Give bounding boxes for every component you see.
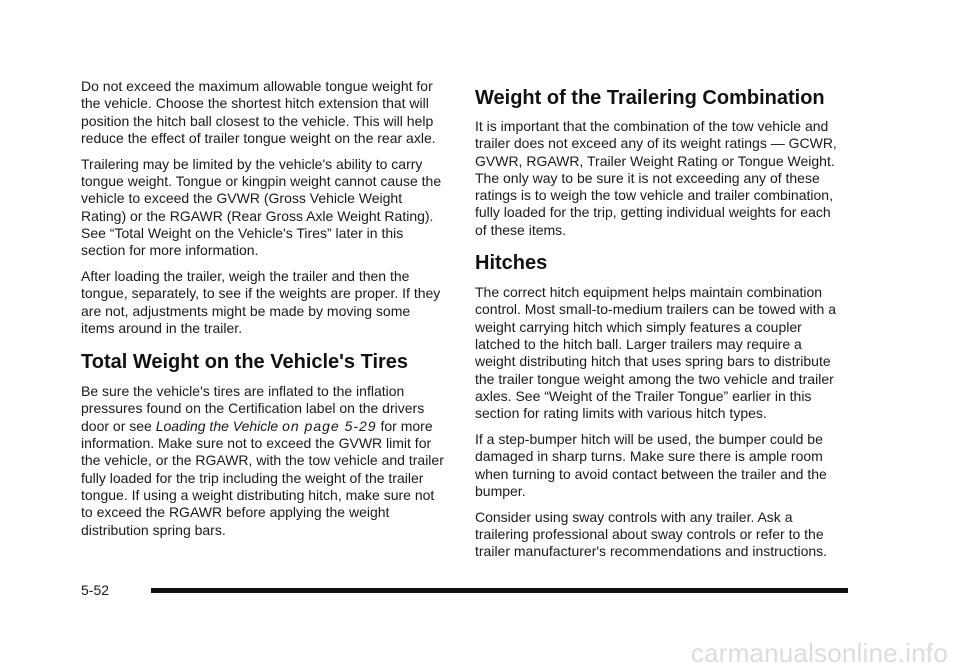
left-column: [81, 78, 447, 547]
right-column: [475, 78, 841, 569]
paragraph-trailering-limited: Trailering may be limited by the vehicle's ability to carry tongue weight. Tongue or kingpin weight cannot cause the vehicle to exceed the GVWR (Gross Vehicle Weight Rating) or the RGAWR (Rear Gross Axle Weight Rating). See “Total Weight on the Vehicle's Tires” later in this section for more information.: [81, 155, 442, 259]
heading-weight-trailering-combination: Weight of the Trailering Combination: [475, 87, 825, 109]
footer-rule: [151, 588, 848, 593]
heading-hitches: Hitches: [475, 252, 548, 275]
paragraph-sway-controls: Consider using sway controls with any trailer. Ask a trailering professional about sway controls or refer to the trailer manufacturer's recommendations and instructions.: [475, 508, 828, 560]
paragraph-hitch-equipment: The correct hitch equipment helps maintain combination control. Most small-to-medium trailers can be towed with a weight carrying hitch which simply features a coupler latched to the hitch ball. Larger trailers may require a weight distributing hitch that uses spring bars to distribute the trailer tongue weight among the two vehicle and trailer axles. See “Weight of the Trailer Tongue” earlier in this section for rating limits with various hitch types.: [475, 284, 837, 422]
paragraph-after-loading: After loading the trailer, weigh the trailer and then the tongue, separately, to see if the weights are proper. If they are not, adjustments might be made by moving some items around in the trailer.: [81, 267, 441, 336]
paragraph-tire-inflation-end: for more information. Make sure not to exceed the GVWR limit for the vehicle, or the RGAWR, with the tow vehicle and trailer fully loaded for the trip including the weight of the trailer tongue. If using a weight distributing hitch, make sure not to exceed the RGAWR before applying the weight distribution spring bars.: [81, 417, 444, 538]
watermark: carmanualsonline.info: [690, 638, 948, 668]
loading-the-vehicle-page-ref[interactable]: on page 5-29: [282, 417, 377, 434]
loading-the-vehicle-link[interactable]: Loading the Vehicle: [155, 417, 283, 434]
paragraph-tire-inflation-start: Be sure the vehicle's tires are inflated to the inflation pressures found on the Certification label on the drivers door or see: [81, 383, 425, 434]
paragraph-step-bumper: If a step-bumper hitch will be used, the bumper could be damaged in sharp turns. Make sure there is ample room when turning to avoid contact between the trailer and the bumper.: [475, 430, 827, 499]
heading-total-weight-on-tires: Total Weight on the Vehicle's Tires: [81, 351, 409, 374]
page-number: 5-52: [81, 582, 110, 598]
paragraph-tire-inflation: [81, 383, 447, 539]
paragraph-combination-ratings: It is important that the combination of the tow vehicle and trailer does not exceed any of its weight ratings — GCWR, GVWR, RGAWR, Trailer Weight Rating or Tongue Weight. The only way to be sure it is not exceeding any of these ratings is to weigh the tow vehicle and trailer combination, fully loaded for the trip, getting individual weights for each of these items.: [475, 118, 837, 238]
paragraph-tongue-weight-limit: Do not exceed the maximum allowable tongue weight for the vehicle. Choose the shortest hitch extension that will position the hitch ball closest to the vehicle. This will help reduce the effect of trailer tongue weight on the rear axle.: [81, 78, 436, 146]
